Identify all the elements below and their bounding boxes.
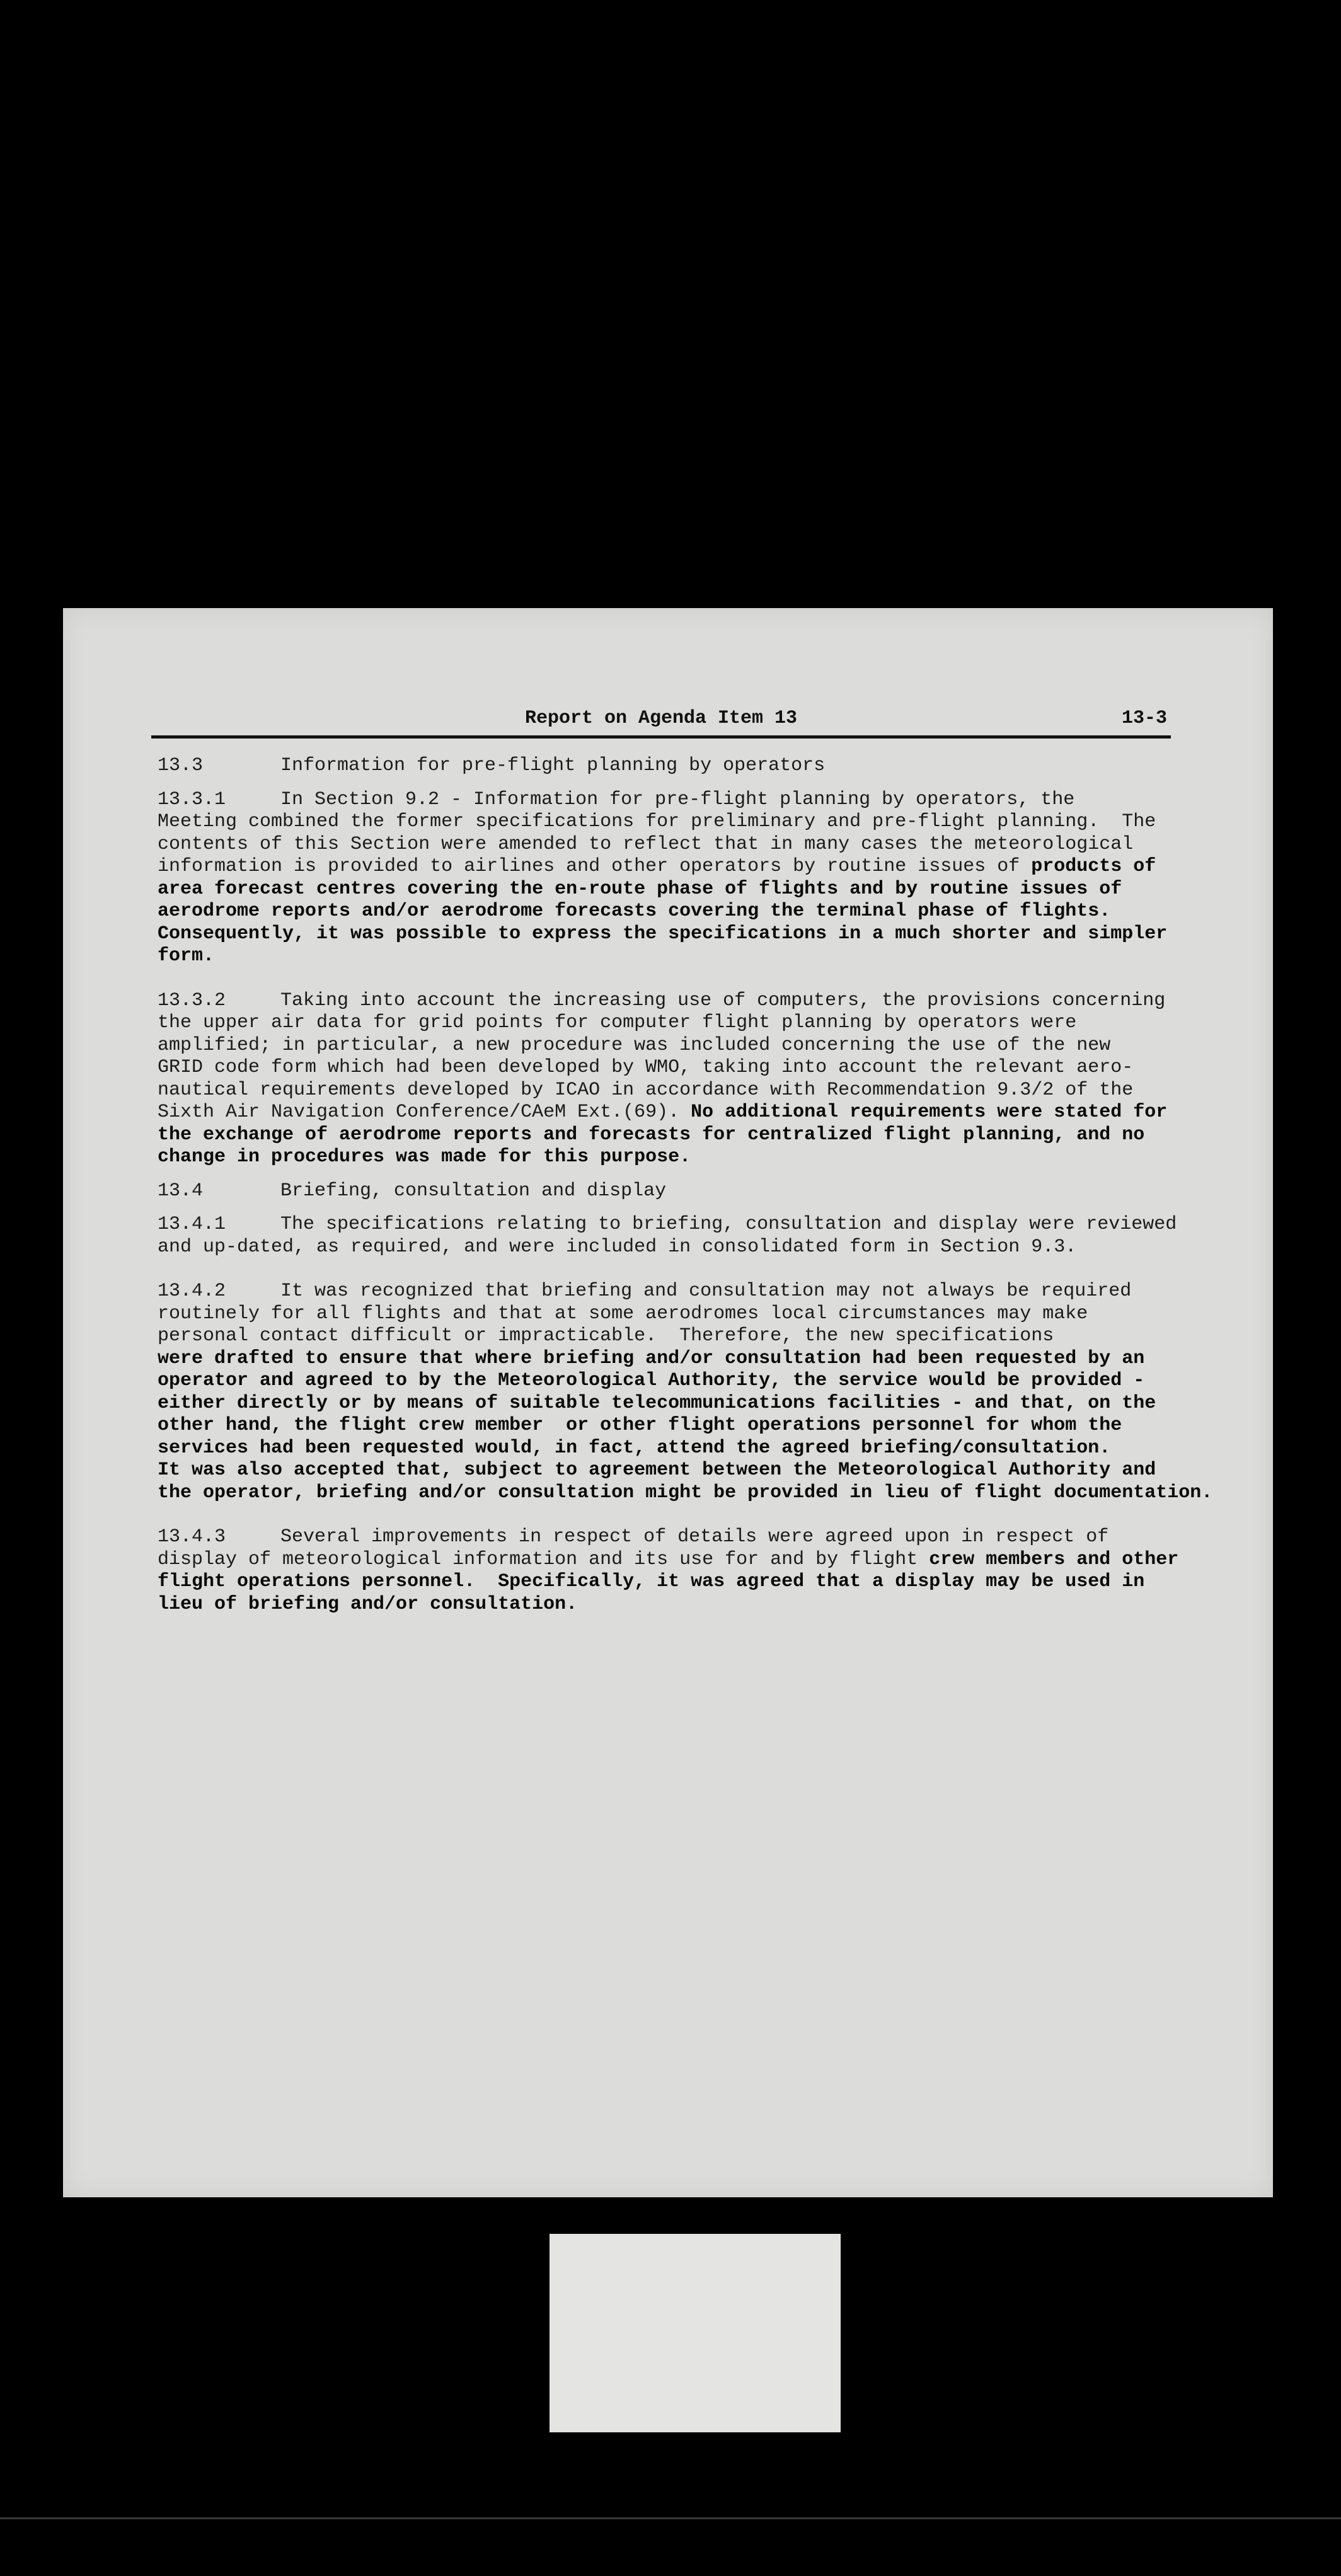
paragraph-text: Taking into account the increasing use of computers, the provisions concerning the upper air data for grid points for computer flight planning by operators were amplified; in particular, a new procedure was included concerning the use of the new GRID code form which had been developed by WMO, taking into account the relevant aero- nautical requirements developed by ICAO in accordance with Recommendation 9.3/2 of the Sixth Air Navigation Conference/CAeM Ext.(69).: [158, 989, 1166, 1123]
paragraph-bold-text: were drafted to ensure that where briefing and/or consultation had been requested by an operator and agreed to by the Meteorological Authority, the service would be provided - either directly or by means of suitable telecommunications facilities - and that, on the other hand, the flight crew member or other flight operations personnel for whom the services had been requested would, in fact, attend the agreed briefing/consultation. It was also accepted that, subject to agreement between the Meteorological Authority and the operator, briefing and/or consultation might be provided in lieu of flight documentation.: [158, 1347, 1213, 1504]
page-header: [151, 708, 1171, 739]
paragraph-number: 13.4.1: [158, 1214, 226, 1235]
paragraph-13-3-1: [158, 789, 1229, 968]
report-body: [158, 755, 1229, 1638]
section-13-3-heading: [158, 755, 1229, 778]
paragraph-bold-text: products of area forecast centres covering the en-route phase of flights and by routine issues of aerodrome reports and/or aerodrome forecasts covering the terminal phase of flights. Consequently, it was possible to express the specifications in a much shorter and simpler form.: [158, 856, 1168, 967]
film-frame-marker: [550, 2234, 841, 2432]
paragraph-13-4-3: [158, 1526, 1229, 1616]
section-title: Information for pre-flight planning by operators: [280, 755, 826, 776]
paragraph-number: 13.4.3: [158, 1526, 226, 1548]
section-13-4-heading: [158, 1180, 1229, 1203]
paragraph-13-4-2: [158, 1280, 1229, 1504]
section-number: 13.3: [158, 755, 204, 776]
paragraph-number: 13.3.1: [158, 788, 226, 810]
paragraph-number: 13.3.2: [158, 989, 226, 1011]
paragraph-bold-text: crew members and other flight operations personnel. Specifically, it was agreed that a display may be used in lieu of briefing and/or consultation.: [158, 1548, 1179, 1615]
document-page: [63, 608, 1273, 2197]
paragraph-text: It was recognized that briefing and consultation may not always be required routinely for all flights and that at some aerodromes local circumstances may make personal contact difficult or impracticable. Therefore, the new specifications: [158, 1280, 1132, 1347]
paragraph-bold-text: No additional requirements were stated for the exchange of aerodrome reports and forecasts for centralized flight planning, and no change in procedures was made for this purpose.: [158, 1101, 1168, 1168]
paragraph-text: The specifications relating to briefing, consultation and display were reviewed and up-dated, as required, and were included in consolidated form in Section 9.3.: [158, 1214, 1177, 1258]
page-number: 13-3: [1121, 708, 1167, 729]
paragraph-number: 13.4.2: [158, 1280, 226, 1302]
section-number: 13.4: [158, 1180, 204, 1202]
paragraph-text: In Section 9.2 - Information for pre-flight planning by operators, the Meeting combined the former specifications for preliminary and pre-flight planning. The contents of this Section were amended to reflect that in many cases the meteorological information is provided to airlines and other operators by routine issues of: [158, 788, 1156, 877]
film-edge-line: [0, 2517, 1341, 2519]
section-title: Briefing, consultation and display: [280, 1180, 667, 1202]
header-title: Report on Agenda Item 13: [524, 708, 798, 729]
paragraph-text: Several improvements in respect of details were agreed upon in respect of display of meteorological information and its use for and by flight: [158, 1526, 1109, 1570]
paragraph-13-3-2: [158, 990, 1229, 1169]
paragraph-13-4-1: [158, 1214, 1229, 1258]
